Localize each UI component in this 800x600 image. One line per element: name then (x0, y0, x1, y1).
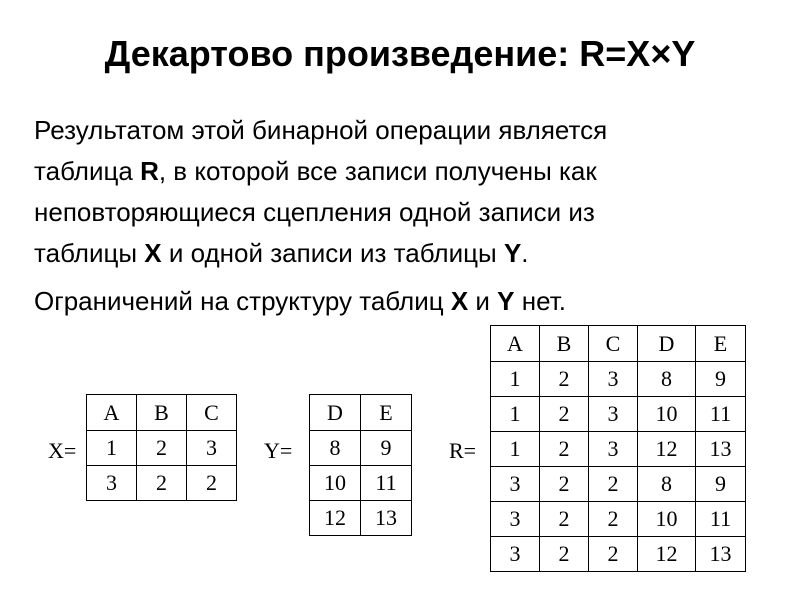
table-cell: 3 (491, 502, 540, 537)
table-cell: 13 (696, 432, 746, 467)
table-row (491, 467, 746, 502)
table-header-row (87, 395, 237, 431)
table-row (491, 362, 746, 397)
text-fragment: и (468, 286, 498, 316)
table-y (309, 394, 412, 536)
description-paragraph (34, 110, 784, 274)
table-name-y: Y (503, 238, 522, 268)
header-cell: B (540, 326, 589, 362)
table-cell: 2 (540, 537, 589, 572)
table-name-y: Y (497, 286, 515, 316)
header-cell: D (310, 395, 361, 431)
table-cell: 3 (589, 362, 638, 397)
table-cell: 8 (638, 362, 696, 397)
table-cell: 3 (187, 431, 237, 466)
table-cell: 10 (310, 466, 361, 501)
table-cell: 12 (638, 432, 696, 467)
table-cell: 8 (638, 467, 696, 502)
restrictions-note (34, 281, 784, 322)
table-cell: 2 (137, 466, 187, 501)
table-r (490, 325, 746, 572)
table-cell: 10 (638, 502, 696, 537)
header-cell: C (589, 326, 638, 362)
text-fragment: таблицы (34, 238, 145, 268)
header-cell: E (361, 395, 412, 431)
table-cell: 9 (696, 467, 746, 502)
table-cell: 2 (187, 466, 237, 501)
slide-title: Декартово произведение: R=X×Y (104, 33, 696, 74)
table-header-row (310, 395, 412, 431)
description-line-1: Результатом этой бинарной операции является (34, 115, 608, 145)
table-row (310, 501, 412, 536)
table-cell: 13 (696, 537, 746, 572)
table-cell: 11 (696, 397, 746, 432)
table-cell: 12 (310, 501, 361, 536)
table-cell: 1 (491, 397, 540, 432)
table-row (491, 397, 746, 432)
table-header-row (491, 326, 746, 362)
header-cell: B (137, 395, 187, 431)
table-cell: 11 (361, 466, 412, 501)
table-x (86, 394, 237, 501)
table-cell: 3 (491, 467, 540, 502)
header-cell: E (696, 326, 746, 362)
table-row (491, 537, 746, 572)
table-row (87, 431, 237, 466)
table-cell: 3 (87, 466, 137, 501)
table-row (310, 466, 412, 501)
table-cell: 2 (540, 397, 589, 432)
description-line-3: неповторяющиеся сцепления одной записи из (34, 197, 595, 227)
text-fragment: и одной записи из таблицы (161, 238, 504, 268)
text-fragment: , в которой все записи получены как (158, 156, 597, 186)
text-fragment: нет. (514, 286, 566, 316)
table-name-x: X (450, 286, 469, 316)
table-row (491, 502, 746, 537)
table-cell: 2 (540, 467, 589, 502)
table-cell: 12 (638, 537, 696, 572)
text-fragment: Ограничений на структуру таблиц (34, 286, 451, 316)
table-cell: 1 (87, 431, 137, 466)
table-cell: 8 (310, 431, 361, 466)
table-cell: 3 (589, 397, 638, 432)
table-name-r: R (140, 156, 159, 186)
header-cell: A (87, 395, 137, 431)
table-cell: 2 (137, 431, 187, 466)
table-cell: 2 (540, 362, 589, 397)
table-cell: 2 (540, 502, 589, 537)
text-fragment: . (521, 238, 529, 268)
header-cell: D (638, 326, 696, 362)
table-cell: 2 (589, 467, 638, 502)
table-cell: 9 (696, 362, 746, 397)
table-row (491, 432, 746, 467)
header-cell: A (491, 326, 540, 362)
table-cell: 13 (361, 501, 412, 536)
header-cell: C (187, 395, 237, 431)
table-cell: 2 (589, 502, 638, 537)
table-y-label: Y= (264, 438, 293, 463)
table-cell: 9 (361, 431, 412, 466)
table-cell: 3 (491, 537, 540, 572)
table-r-label: R= (449, 438, 477, 463)
table-cell: 1 (491, 362, 540, 397)
description-line-4 (34, 233, 784, 274)
table-cell: 2 (589, 537, 638, 572)
table-name-x: X (144, 238, 162, 268)
table-cell: 11 (696, 502, 746, 537)
text-fragment: таблица (34, 156, 141, 186)
description-line-2 (34, 151, 784, 192)
table-cell: 10 (638, 397, 696, 432)
table-cell: 3 (589, 432, 638, 467)
table-cell: 2 (540, 432, 589, 467)
table-cell: 1 (491, 432, 540, 467)
table-row (87, 466, 237, 501)
table-x-label: X= (48, 438, 77, 463)
table-row (310, 431, 412, 466)
